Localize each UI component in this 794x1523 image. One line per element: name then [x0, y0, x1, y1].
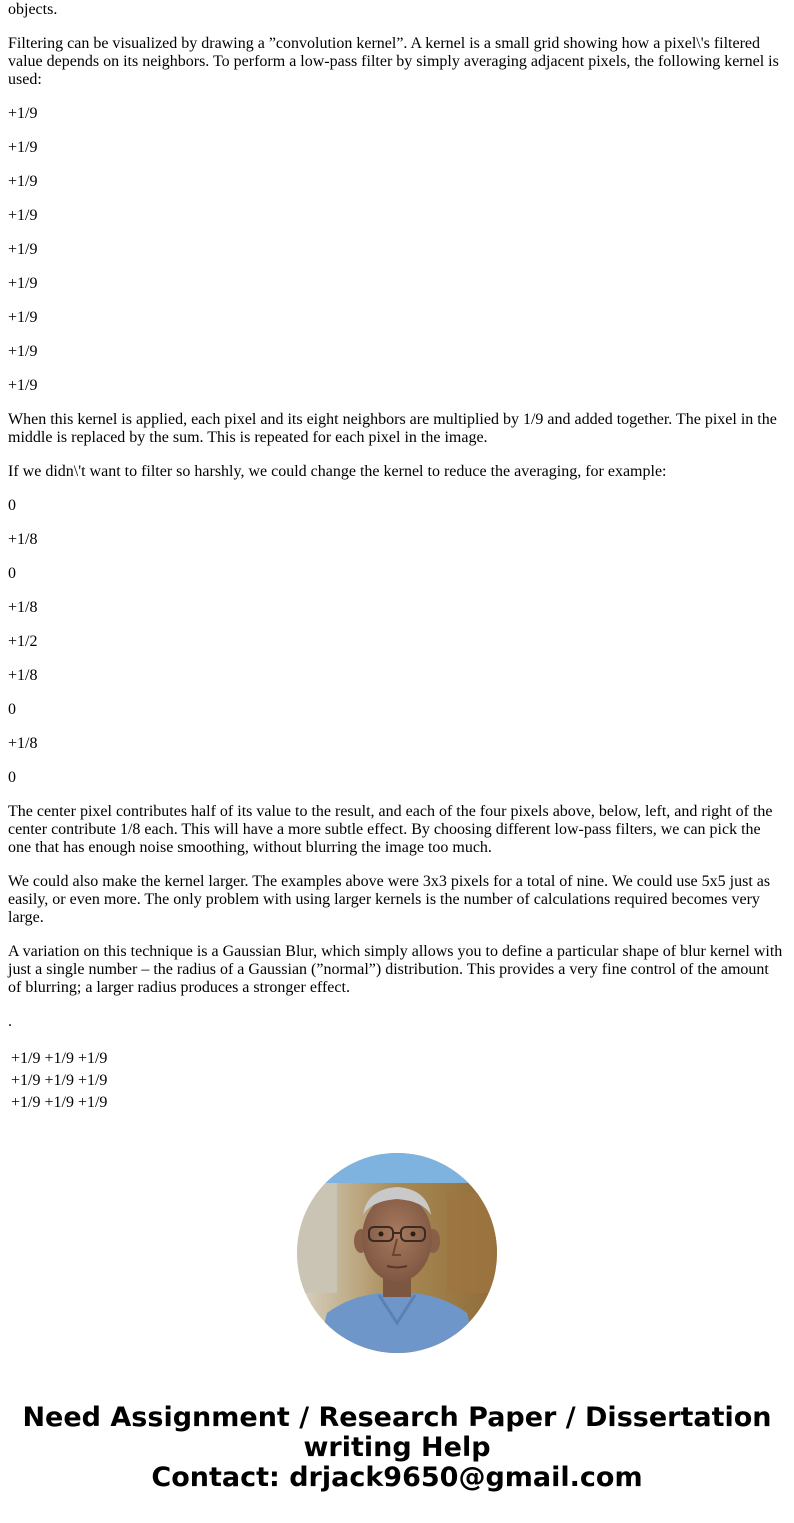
cta-line-1: Need Assignment / Research Paper / Dissertation [22, 1402, 772, 1433]
article-body [8, 35, 786, 1047]
kernel-table-row [10, 1093, 108, 1113]
contact-banner [0, 1403, 794, 1493]
kernel-table-row [10, 1071, 108, 1091]
kernel-cell: +1/9 [77, 1072, 108, 1089]
dot-paragraph: . [8, 1013, 12, 1030]
kernel2-intro-paragraph: If we didn\'t want to filter so harshly, we could change the kernel to reduce the averaging, for example: [8, 463, 667, 480]
kernel2-value: +1/8 [8, 531, 38, 548]
filter-intro-paragraph: Filtering can be visualized by drawing a ”convolution kernel”. A kernel is a small grid showing how a pixel\'s filtered value depends on its neighbors. To perform a low-pass filter by simply averaging adjacent pixels, the following kernel is used: [8, 35, 779, 88]
kernel1-value: +1/9 [8, 241, 38, 258]
kernel-cell: +1/9 [44, 1072, 74, 1089]
kernel2-value: +1/8 [8, 599, 38, 616]
kernel-table-row [10, 1049, 108, 1069]
kernel2-explain-paragraph: The center pixel contributes half of its value to the result, and each of the four pixels above, below, left, and right of the center contribute 1/8 each. This will have a more subtle effect. By choosing different low-pass filters, we can pick the one that has enough noise smoothing, without blurring the image too much. [8, 803, 773, 856]
kernel-table [8, 1047, 110, 1115]
kernel2-value: 0 [8, 701, 16, 718]
kernel2-value: 0 [8, 497, 16, 514]
cta-contact-line: Contact: drjack9650@gmail.com [151, 1462, 643, 1493]
larger-kernel-paragraph: We could also make the kernel larger. The examples above were 3x3 pixels for a total of nine. We could use 5x5 just as easily, or even more. The only problem with using larger kernels is the number of calculations required becomes very large. [8, 873, 771, 926]
kernel-cell: +1/9 [77, 1094, 108, 1111]
kernel1-value: +1/9 [8, 139, 38, 156]
kernel1-value: +1/9 [8, 309, 38, 326]
kernel1-value: +1/9 [8, 377, 38, 394]
gaussian-paragraph: A variation on this technique is a Gaussian Blur, which simply allows you to define a particular shape of blur kernel with just a single number – the radius of a Gaussian (”normal”) distribution. This provides a very fine control of the amount of blurring; a larger radius produces a stronger effect. [8, 943, 783, 996]
kernel2-value: 0 [8, 769, 16, 786]
kernel1-value: +1/9 [8, 343, 38, 360]
kernel1-value: +1/9 [8, 275, 38, 292]
kernel-cell: +1/9 [44, 1094, 74, 1111]
kernel-cell: +1/9 [44, 1050, 74, 1067]
kernel1-value: +1/9 [8, 207, 38, 224]
kernel2-value: +1/8 [8, 667, 38, 684]
kernel1-value: +1/9 [8, 173, 38, 190]
kernel2-value: 0 [8, 565, 16, 582]
kernel2-value: +1/8 [8, 735, 38, 752]
kernel-cell: +1/9 [11, 1094, 41, 1111]
cta-line-2: writing Help [303, 1432, 491, 1463]
kernel1-value: +1/9 [8, 105, 38, 122]
author-avatar [297, 1153, 497, 1353]
intro-fragment: objects. [8, 1, 58, 18]
author-portrait-image [297, 1153, 497, 1353]
kernel-cell: +1/9 [11, 1050, 41, 1067]
kernel2-value: +1/2 [8, 633, 38, 650]
kernel1-explain-paragraph: When this kernel is applied, each pixel and its eight neighbors are multiplied by 1/9 and added together. The pixel in the middle is replaced by the sum. This is repeated for each pixel in the image. [8, 411, 777, 446]
kernel-cell: +1/9 [77, 1050, 108, 1067]
kernel-cell: +1/9 [11, 1072, 41, 1089]
